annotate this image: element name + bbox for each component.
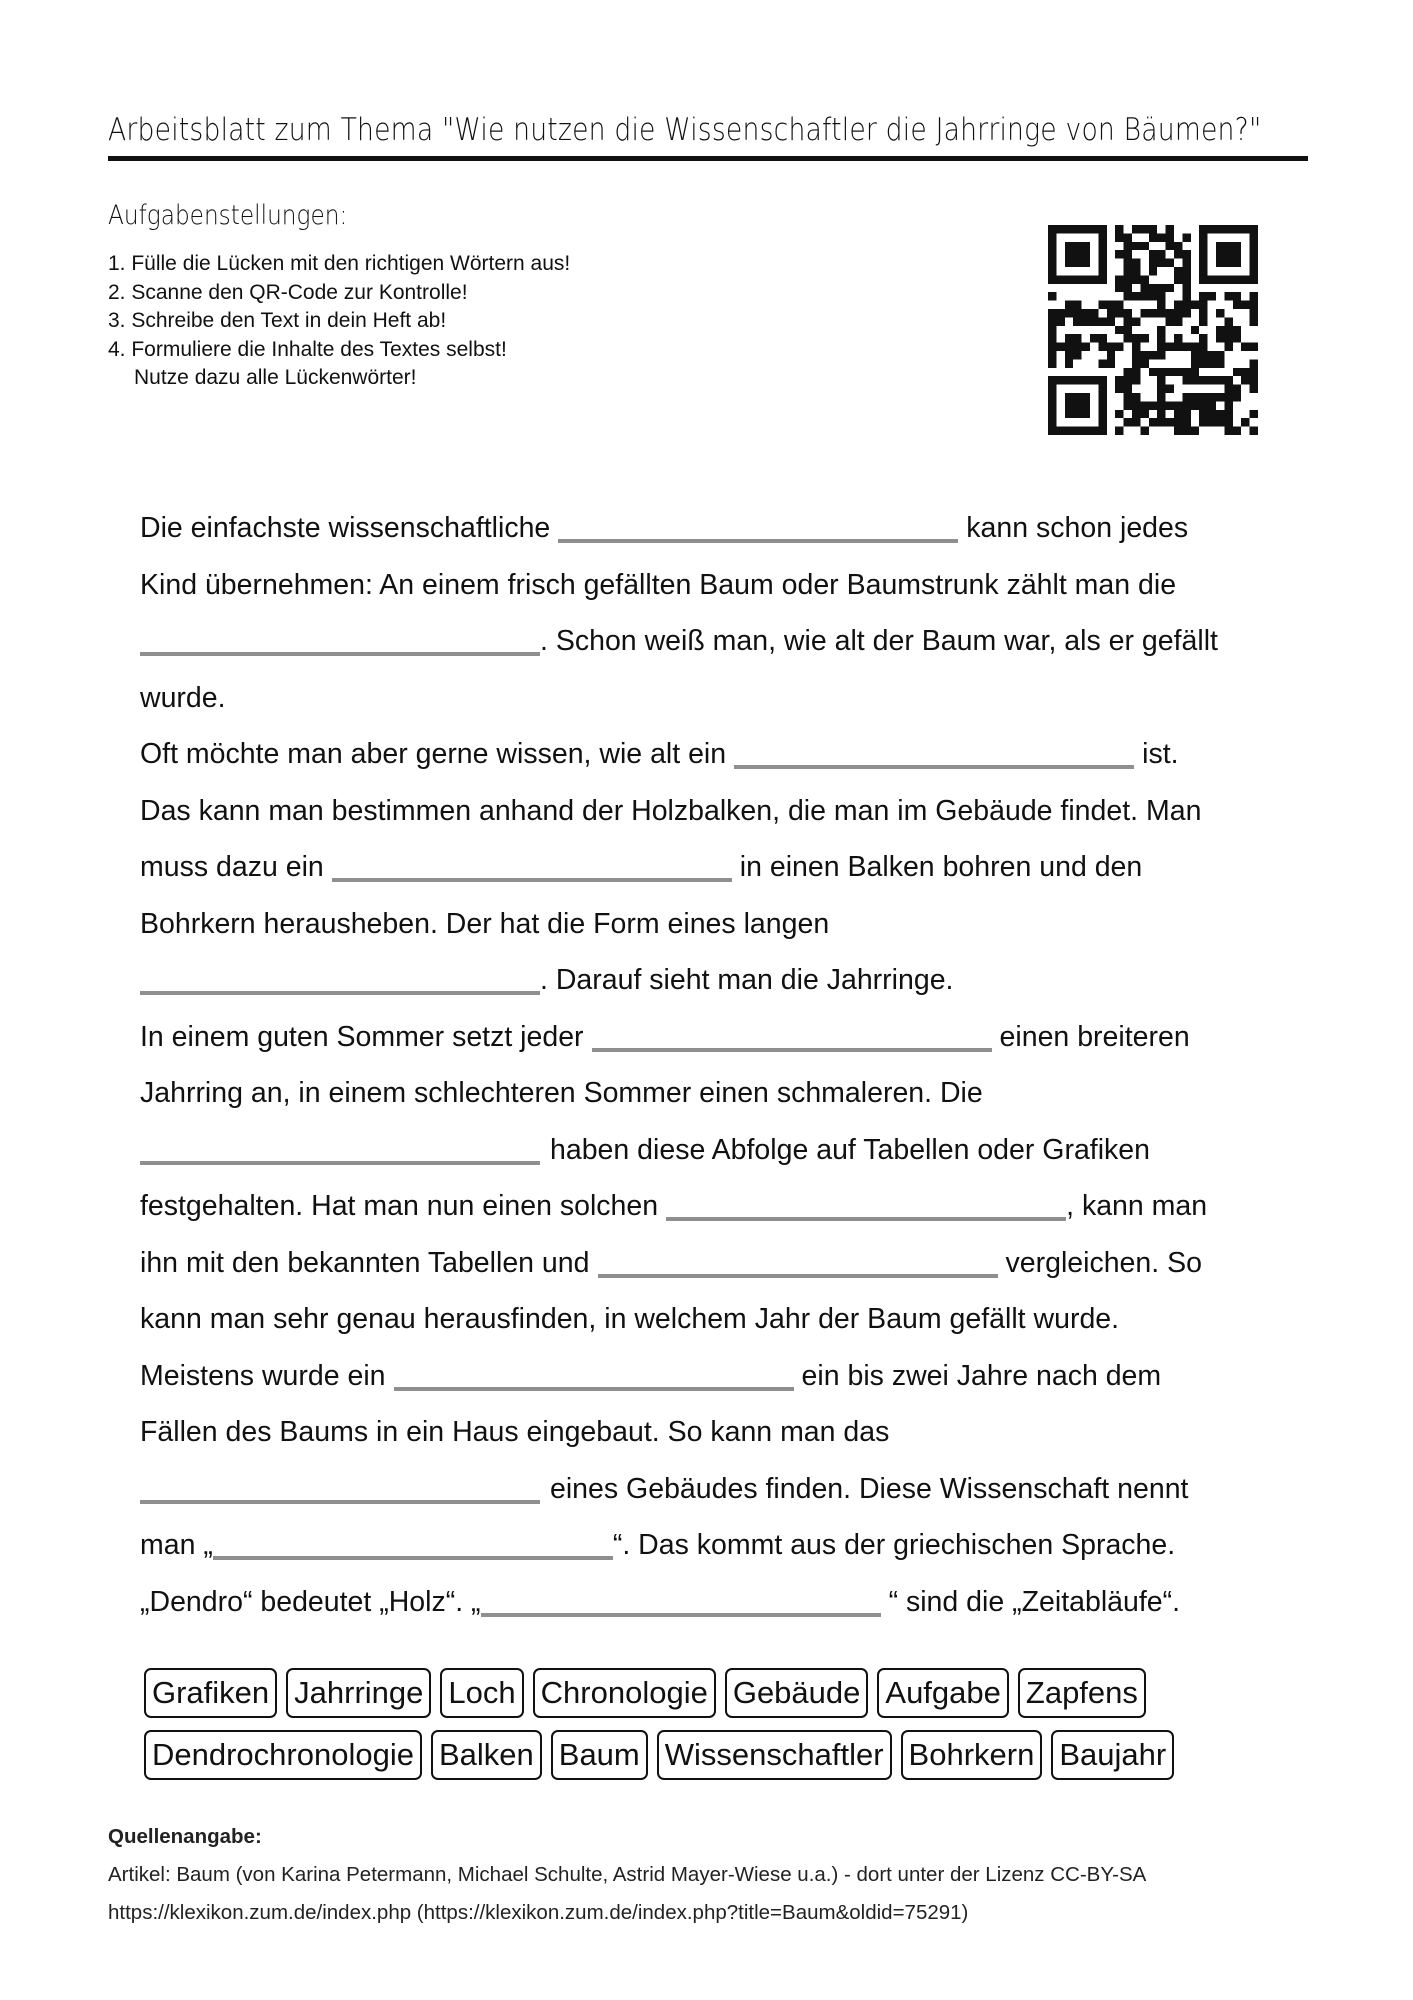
text: In einem guten Sommer setzt jeder (140, 1020, 584, 1053)
text: Jahrring an, in einem schlechteren Sommer einen schmaleren. Die (140, 1077, 983, 1109)
blank-12[interactable] (213, 1526, 613, 1560)
word-chip[interactable]: Gebäude (725, 1668, 869, 1718)
cloze-text (140, 500, 1290, 1630)
word-chip[interactable]: Baujahr (1051, 1730, 1174, 1780)
blank-1[interactable] (558, 509, 958, 543)
task-item: 4. Formuliere die Inhalte des Textes selbst! (108, 337, 507, 361)
blank-10[interactable] (394, 1357, 794, 1391)
tasks-heading: Aufgabenstellungen: (108, 200, 348, 231)
word-bank-row-2 (144, 1730, 1304, 1780)
word-chip[interactable]: Balken (431, 1730, 542, 1780)
task-item: 3. Schreibe den Text in dein Heft ab! (108, 309, 447, 332)
word-chip[interactable]: Chronologie (533, 1668, 716, 1718)
word-chip[interactable]: Bohrkern (901, 1730, 1043, 1780)
text: “ sind die „Zeitabläufe“. (888, 1585, 1181, 1618)
text: Die einfachste wissenschaftliche (140, 512, 551, 544)
text: ist. (1142, 738, 1179, 770)
word-chip[interactable]: Grafiken (144, 1668, 277, 1718)
text: Fällen des Baums in ein Haus eingebaut. So kann man das (140, 1416, 890, 1448)
title-underline (108, 156, 1308, 161)
source-link[interactable]: https://klexikon.zum.de/index.php (https://klexikon.zum.de/index.php?title=Baum&oldid=75291) (108, 1901, 969, 1924)
text: muss dazu ein (140, 851, 324, 883)
task-list (108, 250, 570, 393)
word-chip[interactable]: Baum (551, 1730, 648, 1780)
text: kann man sehr genau herausfinden, in welchem Jahr der Baum gefällt wurde. (140, 1303, 1120, 1335)
word-bank-row-1 (144, 1668, 1304, 1718)
text: eines Gebäudes finden. Diese Wissenschaft nennt (550, 1472, 1189, 1505)
blank-6[interactable] (592, 1018, 992, 1052)
text: „Dendro“ bedeutet „Holz“. „ (140, 1585, 481, 1618)
blank-7[interactable] (140, 1131, 540, 1165)
text: kann schon jedes (966, 512, 1189, 544)
source-block (108, 1818, 1146, 1932)
text: man „ (140, 1529, 213, 1561)
word-chip[interactable]: Dendrochronologie (144, 1730, 422, 1780)
text: festgehalten. Hat man nun einen solchen (140, 1190, 659, 1222)
text: in einen Balken bohren und den (739, 851, 1143, 883)
text: Bohrkern herausheben. Der hat die Form eines langen (140, 907, 830, 940)
blank-4[interactable] (332, 848, 732, 882)
word-chip[interactable]: Aufgabe (877, 1668, 1009, 1718)
text: Oft möchte man aber gerne wissen, wie alt ein (140, 738, 727, 770)
text: , kann man (1066, 1190, 1208, 1222)
blank-11[interactable] (140, 1470, 540, 1504)
task-item: Nutze dazu alle Lückenwörter! (134, 366, 417, 389)
blank-8[interactable] (666, 1187, 1066, 1221)
blank-2[interactable] (140, 622, 540, 656)
source-label: Quellenangabe: (108, 1825, 262, 1848)
text: “. Das kommt aus der griechischen Sprache. (612, 1529, 1176, 1561)
word-chip[interactable]: Zapfens (1018, 1668, 1146, 1718)
text: Kind übernehmen: An einem frisch gefällten Baum oder Baumstrunk zählt man die (140, 568, 1177, 601)
text: wurde. (140, 681, 226, 714)
word-chip[interactable]: Jahrringe (286, 1668, 431, 1718)
text: ein bis zwei Jahre nach dem (801, 1359, 1162, 1392)
word-bank (144, 1668, 1304, 1792)
text: Das kann man bestimmen anhand der Holzbalken, die man im Gebäude findet. Man (140, 794, 1202, 827)
text: . Darauf sieht man die Jahrringe. (540, 964, 954, 996)
source-article: Artikel: Baum (von Karina Petermann, Michael Schulte, Astrid Mayer-Wiese u.a.) - dort unter der Lizenz CC-BY-SA (108, 1863, 1147, 1886)
qr-code-icon[interactable] (1048, 225, 1258, 435)
text: ihn mit den bekannten Tabellen und (140, 1246, 590, 1279)
text: vergleichen. So (1005, 1246, 1202, 1279)
text: einen breiteren (999, 1020, 1190, 1053)
task-item: 2. Scanne den QR-Code zur Kontrolle! (108, 280, 468, 304)
text: Meistens wurde ein (140, 1359, 386, 1392)
blank-3[interactable] (734, 735, 1134, 769)
word-chip[interactable]: Loch (440, 1668, 523, 1718)
text: . Schon weiß man, wie alt der Baum war, als er gefällt (540, 625, 1218, 657)
task-item: 1. Fülle die Lücken mit den richtigen Wörtern aus! (108, 252, 571, 275)
blank-13[interactable] (481, 1583, 881, 1617)
blank-5[interactable] (140, 961, 540, 995)
word-chip[interactable]: Wissenschaftler (657, 1730, 892, 1780)
text: haben diese Abfolge auf Tabellen oder Grafiken (550, 1133, 1151, 1166)
blank-9[interactable] (598, 1244, 998, 1278)
page-title: Arbeitsblatt zum Thema "Wie nutzen die Wissenschaftler die Jahrringe von Bäumen?" (108, 112, 1262, 148)
